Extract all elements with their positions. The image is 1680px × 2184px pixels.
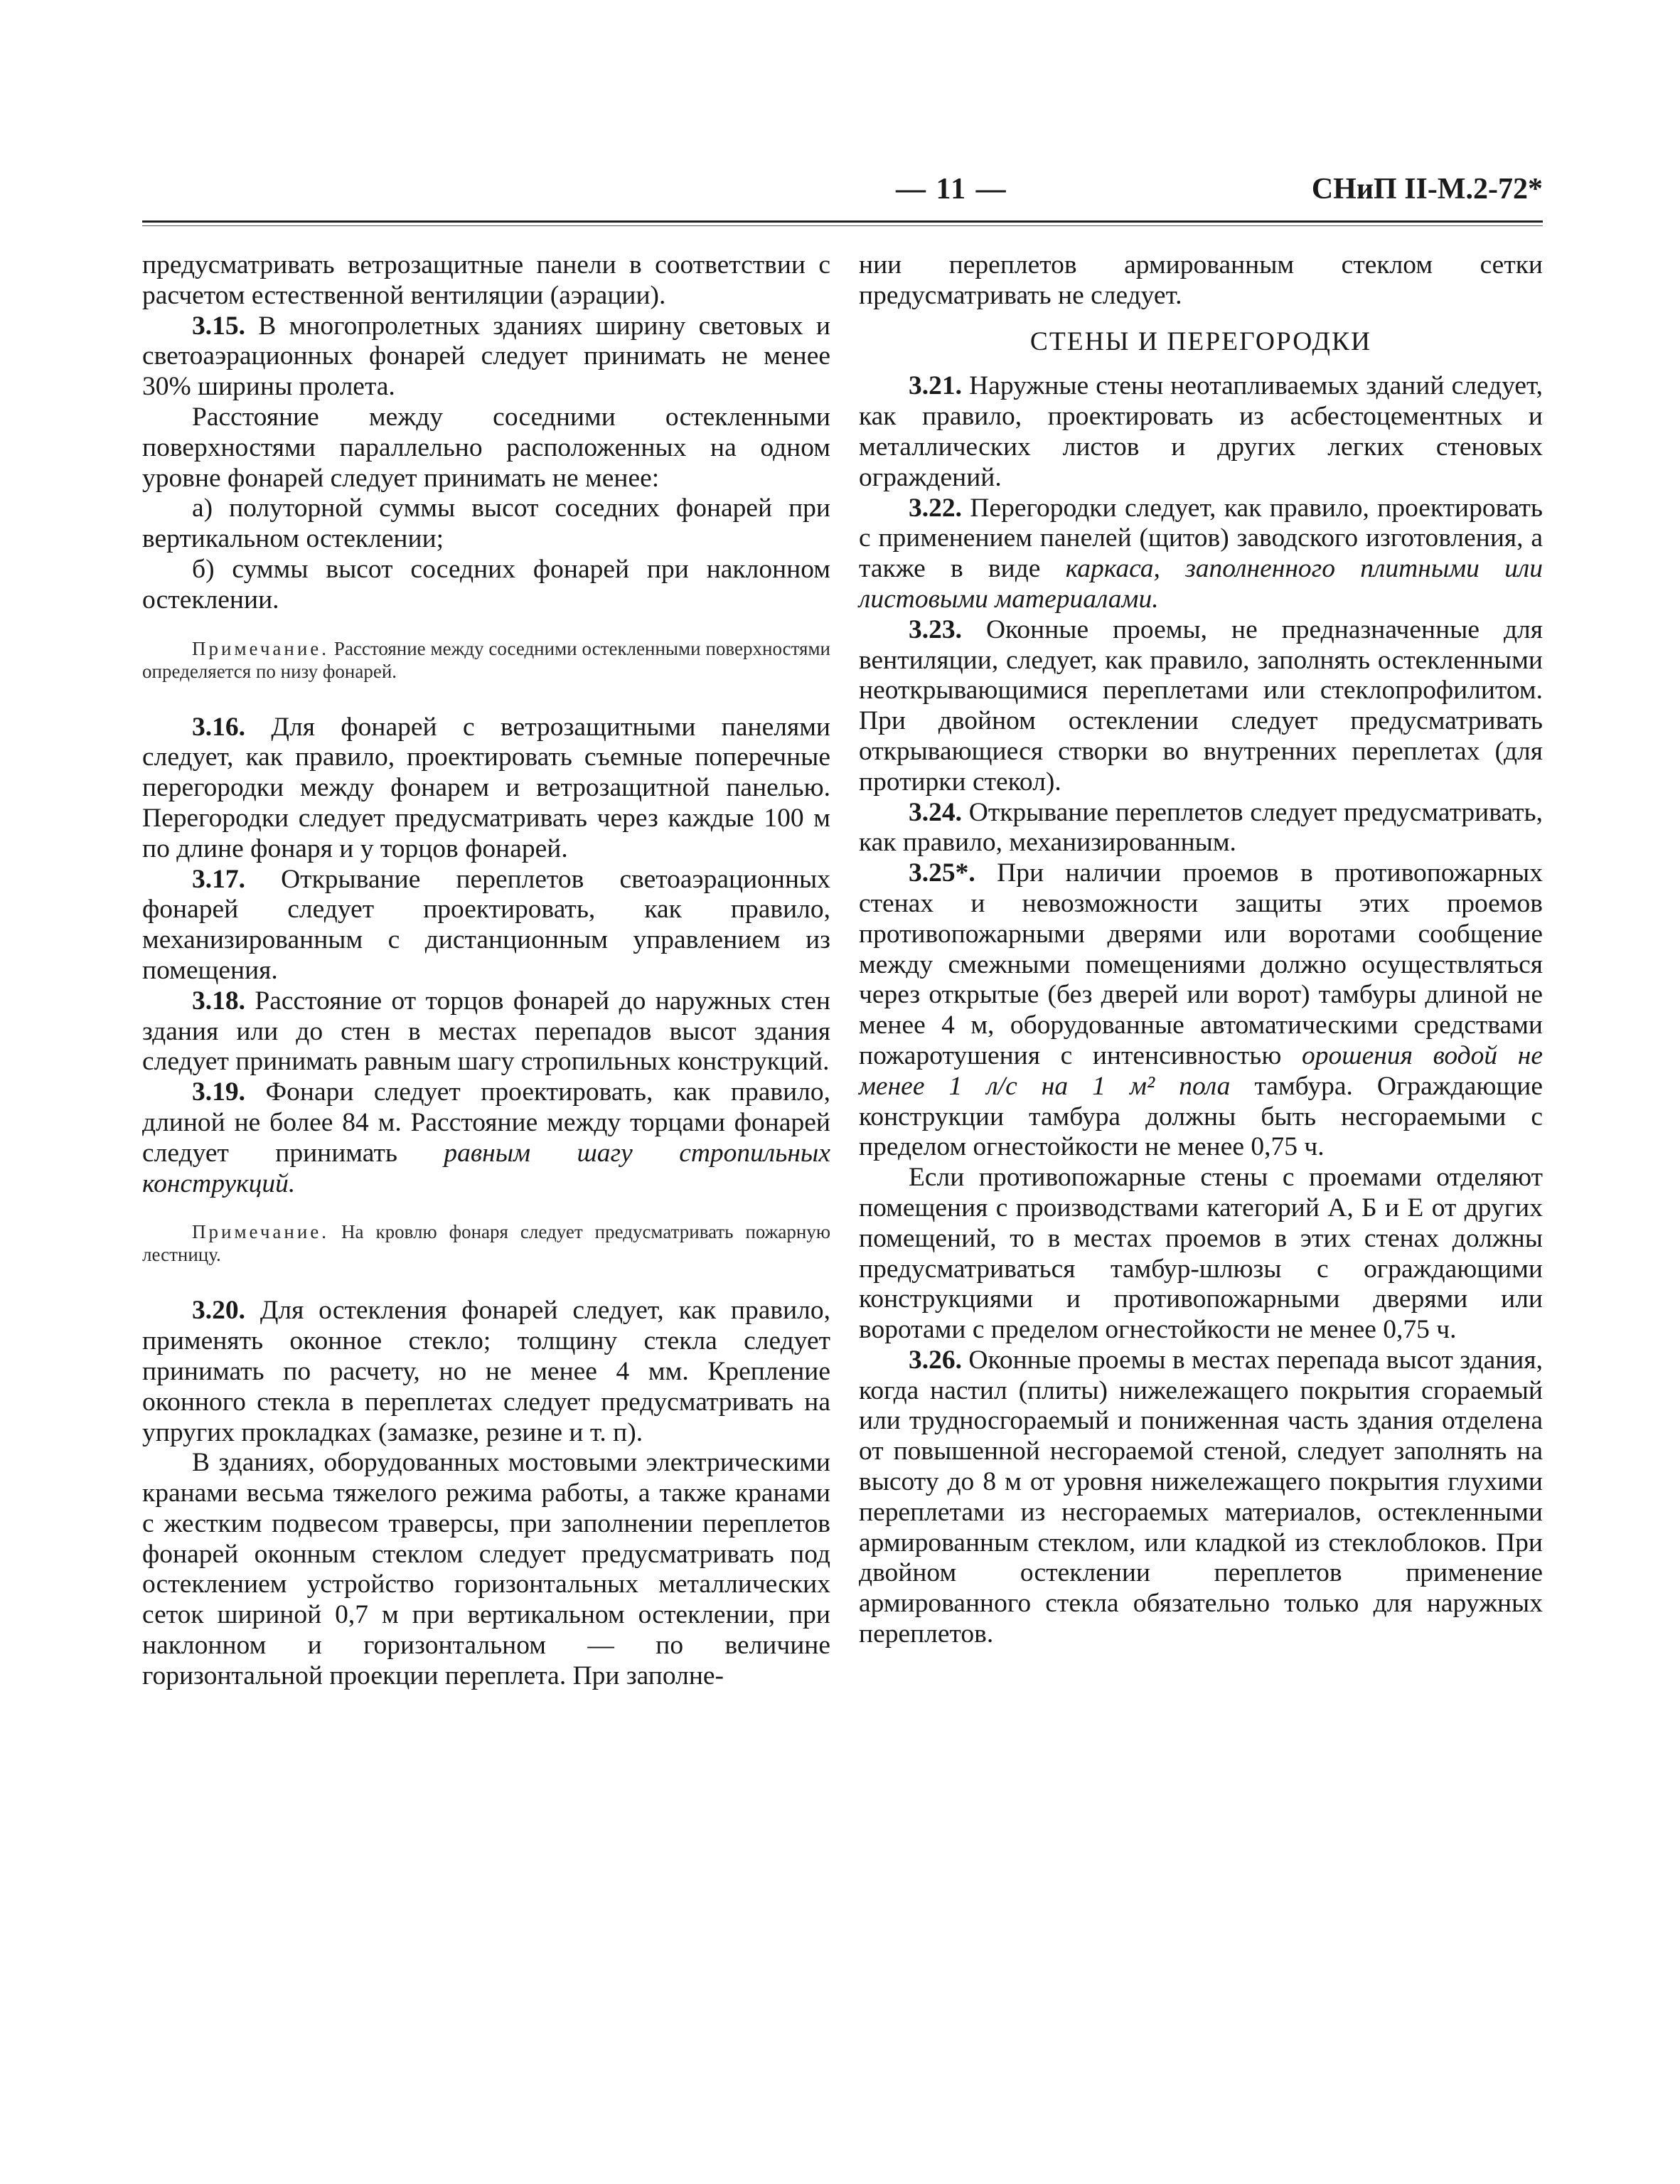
list-item-b: б) суммы высот соседних фонарей при наклонном остеклении.	[142, 554, 830, 614]
note	[142, 637, 830, 683]
paragraph-text: Наружные стены неотапливаемых зданий следует, как правило, проектировать из асбестоцементных и металлических листов и других легких стеновых ограждений.	[859, 371, 1543, 492]
paragraph-text: Оконные проемы в местах перепада высот здания, когда настил (плиты) нижележащего покрытия сгораемый или трудносгораемый и пониженная часть здания отделена от повышенной несгораемой стеной, следует заполнять на высоту до 8 м от уровня нижележащего покрытия глухими переплетами из несгораемых материалов, остекленными армированным стеклом, или кладкой из стеклоблоков. При двойном остеклении переплетов применение армированного стекла обязательно только для наружных переплетов.	[859, 1345, 1543, 1649]
note	[142, 1220, 830, 1266]
paragraph: Если противопожарные стены с проемами отделяют помещения с производствами категорий А, Б и Е от других помещений, то в местах проемов в этих стенах должны предусматриваться тамбур-шлюзы с ограждающими конструкциями и противопожарными дверями или воротами с пределом огнестойкости не менее 0,75 ч.	[859, 1163, 1543, 1345]
paragraph-3-17	[142, 865, 830, 986]
paragraph-text: При наличии проемов в противопожарных стенах и невозможности защиты этих проемов противопожарными дверями или воротами сообщение между смежными помещениями должно осуществляться через открытые (без дверей или ворот) тамбуры длиной не менее 4 м, оборудованные автоматическими средствами пожаротушения с интенсивностью	[859, 858, 1543, 1070]
paragraph-number: 3.25*.	[909, 858, 975, 888]
paragraph-number: 3.15.	[192, 311, 245, 341]
paragraph-3-26	[859, 1346, 1543, 1650]
note-label: Примечание.	[192, 1221, 330, 1243]
paragraph-text-italic: орошения водой не менее 1 л/с на 1 м² пола	[859, 1040, 1543, 1101]
paragraph-text: Перегородки следует, как правило, проектировать с применением панелей (щитов) заводского изготовления, а также в виде	[859, 493, 1543, 584]
paragraph-number: 3.17.	[192, 864, 245, 894]
paragraph-number: 3.18.	[192, 986, 245, 1016]
paragraph-number: 3.24.	[909, 797, 962, 827]
paragraph-3-22	[859, 494, 1543, 615]
paragraph-text: Для остекления фонарей следует, как правило, применять оконное стекло; толщину стекла следует принимать по расчету, но не менее 4 мм. Крепление оконного стекла в переплетах следует предусматривать на упругих прокладках (замазке, резине и т. п).	[142, 1296, 830, 1447]
paragraph-number: 3.19.	[192, 1077, 245, 1107]
paragraph-text-italic: равным шагу стропильных конструкций.	[142, 1138, 830, 1198]
list-item-a: а) полуторной суммы высот соседних фонарей при вертикальном остеклении;	[142, 494, 830, 554]
paragraph-text: Открывание переплетов следует предусматривать, как правило, механизированным.	[859, 797, 1543, 858]
paragraph-3-19	[142, 1077, 830, 1199]
section-title: СТЕНЫ И ПЕРЕГОРОДКИ	[1029, 326, 1372, 356]
paragraph-text: В многопролетных зданиях ширину световых и светоаэрационных фонарей следует принимать не менее 30% ширины пролета.	[142, 311, 830, 402]
paragraph-continuation: предусматривать ветрозащитные панели в соответствии с расчетом естественной вентиляции (аэрации).	[142, 250, 830, 310]
paragraph-text: Открывание переплетов светоаэрационных фонарей следует проектировать, как правило, механизированным с дистанционным управлением из помещения.	[142, 864, 830, 985]
paragraph-number: 3.20.	[192, 1296, 245, 1326]
paragraph-number: 3.21.	[909, 371, 962, 401]
paragraph-number: 3.23.	[909, 614, 962, 644]
paragraph-text: Оконные проемы, не предназначенные для вентиляции, следует, как правило, заполнять остекленными неоткрывающимися переплетами или стеклопрофилитом. При двойном остеклении следует предусматривать открывающиеся створки во внутренних переплетах (для протирки стекол).	[859, 614, 1543, 797]
paragraph-3-18	[142, 986, 830, 1077]
paragraph-continuation: нии переплетов армированным стеклом сетки предусматривать не следует.	[859, 250, 1543, 310]
right-column	[859, 250, 1543, 1650]
document-code: СНиП II-М.2-72*	[1311, 173, 1543, 206]
paragraph-3-15	[142, 311, 830, 403]
paragraph-text: тамбура. Ограждающие конструкции тамбура должны быть несгораемыми с пределом огнестойкости не менее 0,75 ч.	[859, 1071, 1543, 1162]
paragraph-text: Фонари следует проектировать, как правило, длиной не более 84 м. Расстояние между торцами фонарей следует принимать	[142, 1077, 830, 1168]
header-rule	[142, 220, 1543, 223]
note-label: Примечание.	[192, 637, 330, 659]
note-text: Расстояние между соседними остекленными поверхностями определяется по низу фонарей.	[142, 637, 830, 682]
header-rule-thin	[142, 225, 1543, 226]
paragraph-text: Для фонарей с ветрозащитными панелями следует, как правило, проектировать съемные поперечные перегородки между фонарем и ветрозащитной панелью. Перегородки следует предусматривать через каждые 100 м по длине фонаря и у торцов фонарей.	[142, 712, 830, 863]
paragraph-text-italic: каркаса, заполненного плитными или листовыми материалами.	[859, 554, 1543, 614]
note-text: На кровлю фонаря следует предусматривать пожарную лестницу.	[142, 1221, 830, 1266]
paragraph-3-20	[142, 1296, 830, 1448]
page-number: — 11 —	[896, 173, 1007, 206]
paragraph-number: 3.16.	[192, 712, 245, 742]
paragraph-number: 3.22.	[909, 493, 962, 523]
paragraph-3-23	[859, 615, 1543, 798]
paragraph-3-24	[859, 798, 1543, 859]
paragraph-text: Расстояние от торцов фонарей до наружных стен здания или до стен в местах перепадов высот здания следует принимать равным шагу стропильных конструкций.	[142, 986, 830, 1077]
paragraph-3-25	[859, 858, 1543, 1163]
left-column	[142, 250, 830, 1692]
paragraph-3-16	[142, 713, 830, 865]
paragraph-3-21	[859, 371, 1543, 493]
paragraph-number: 3.26.	[909, 1345, 962, 1375]
paragraph: В зданиях, оборудованных мостовыми электрическими кранами весьма тяжелого режима работы, а также кранами с жестким подвесом траверсы, при заполнении переплетов фонарей оконным стеклом следует предусматривать под остеклением устройство горизонтальных металлических сеток шириной 0,7 м при вертикальном остеклении, при наклонном и горизонтальном — по величине горизонтальной проекции переплета. При заполне-	[142, 1448, 830, 1690]
paragraph: Расстояние между соседними остекленными поверхностями параллельно расположенных на одном уровне фонарей следует принимать не менее:	[142, 402, 830, 493]
